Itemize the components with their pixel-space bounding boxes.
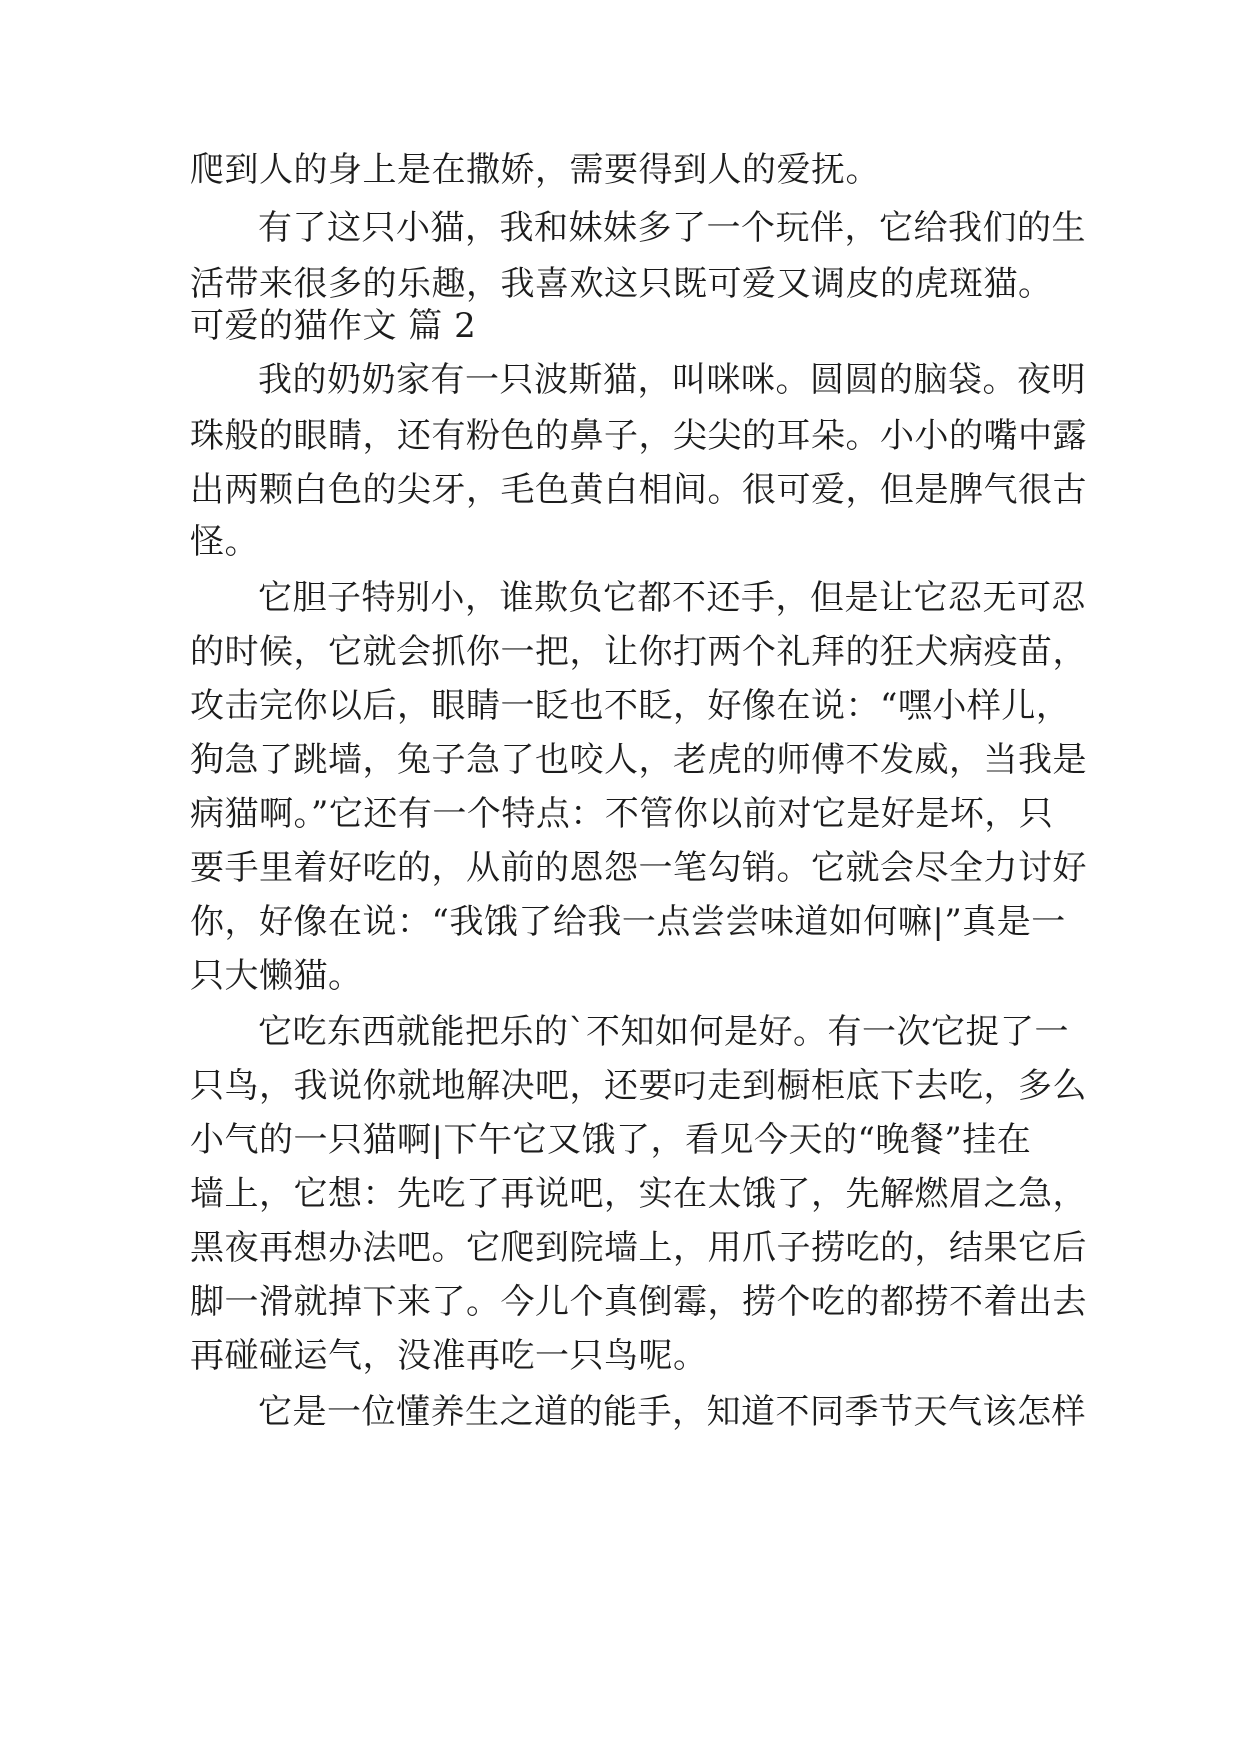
- paragraph-line: 活带来很多的乐趣，我喜欢这只既可爱又调皮的虎斑猫。: [190, 264, 1053, 304]
- paragraph-line: 再碰碰运气，没准再吃一只鸟呢。: [190, 1336, 708, 1376]
- paragraph-line: 它胆子特别小，谁欺负它都不还手，但是让它忍无可忍: [258, 578, 1086, 618]
- paragraph-line: 我的奶奶家有一只波斯猫，叫咪咪。圆圆的脑袋。夜明: [258, 360, 1086, 400]
- paragraph-line: 病猫啊。”它还有一个特点：不管你以前对它是好是坏，只: [190, 794, 1054, 834]
- paragraph-line: 墙上，它想：先吃了再说吧，实在太饿了，先解燃眉之急，: [190, 1174, 1087, 1214]
- paragraph-line: 它吃东西就能把乐的`不知如何是好。有一次它捉了一: [258, 1012, 1069, 1052]
- paragraph-line: 小气的一只猫啊|下午它又饿了，看见今天的“晚餐”挂在: [190, 1120, 1032, 1160]
- paragraph-line: 只大懒猫。: [190, 956, 363, 996]
- paragraph-line: 黑夜再想办法吧。它爬到院墙上，用爪子捞吃的，结果它后: [190, 1228, 1087, 1268]
- paragraph-line: 的时候，它就会抓你一把，让你打两个礼拜的狂犬病疫苗，: [190, 632, 1087, 672]
- paragraph-line: 只鸟，我说你就地解决吧，还要叼走到橱柜底下去吃，多么: [190, 1066, 1087, 1106]
- paragraph-line: 攻击完你以后，眼睛一眨也不眨，好像在说：“嘿小样儿，: [190, 686, 1071, 726]
- paragraph-line: 它是一位懂养生之道的能手，知道不同季节天气该怎样: [258, 1392, 1086, 1432]
- paragraph-line: 珠般的眼睛，还有粉色的鼻子，尖尖的耳朵。小小的嘴中露: [190, 416, 1087, 456]
- paragraph-line: 脚一滑就掉下来了。今儿个真倒霉，捞个吃的都捞不着出去: [190, 1282, 1087, 1322]
- paragraph-line: 狗急了跳墙，兔子急了也咬人，老虎的师傅不发威，当我是: [190, 740, 1087, 780]
- paragraph-line: 怪。: [190, 522, 259, 562]
- section-heading: 可爱的猫作文 篇 2: [190, 306, 477, 346]
- paragraph-line: 你，好像在说：“我饿了给我一点尝尝味道如何嘛|”真是一: [190, 902, 1066, 942]
- paragraph-line: 出两颗白色的尖牙，毛色黄白相间。很可爱，但是脾气很古: [190, 470, 1087, 510]
- paragraph-line: 爬到人的身上是在撒娇，需要得到人的爱抚。: [190, 150, 880, 190]
- paragraph-line: 有了这只小猫，我和妹妹多了一个玩伴，它给我们的生: [258, 208, 1086, 248]
- paragraph-line: 要手里着好吃的，从前的恩怨一笔勾销。它就会尽全力讨好: [190, 848, 1087, 888]
